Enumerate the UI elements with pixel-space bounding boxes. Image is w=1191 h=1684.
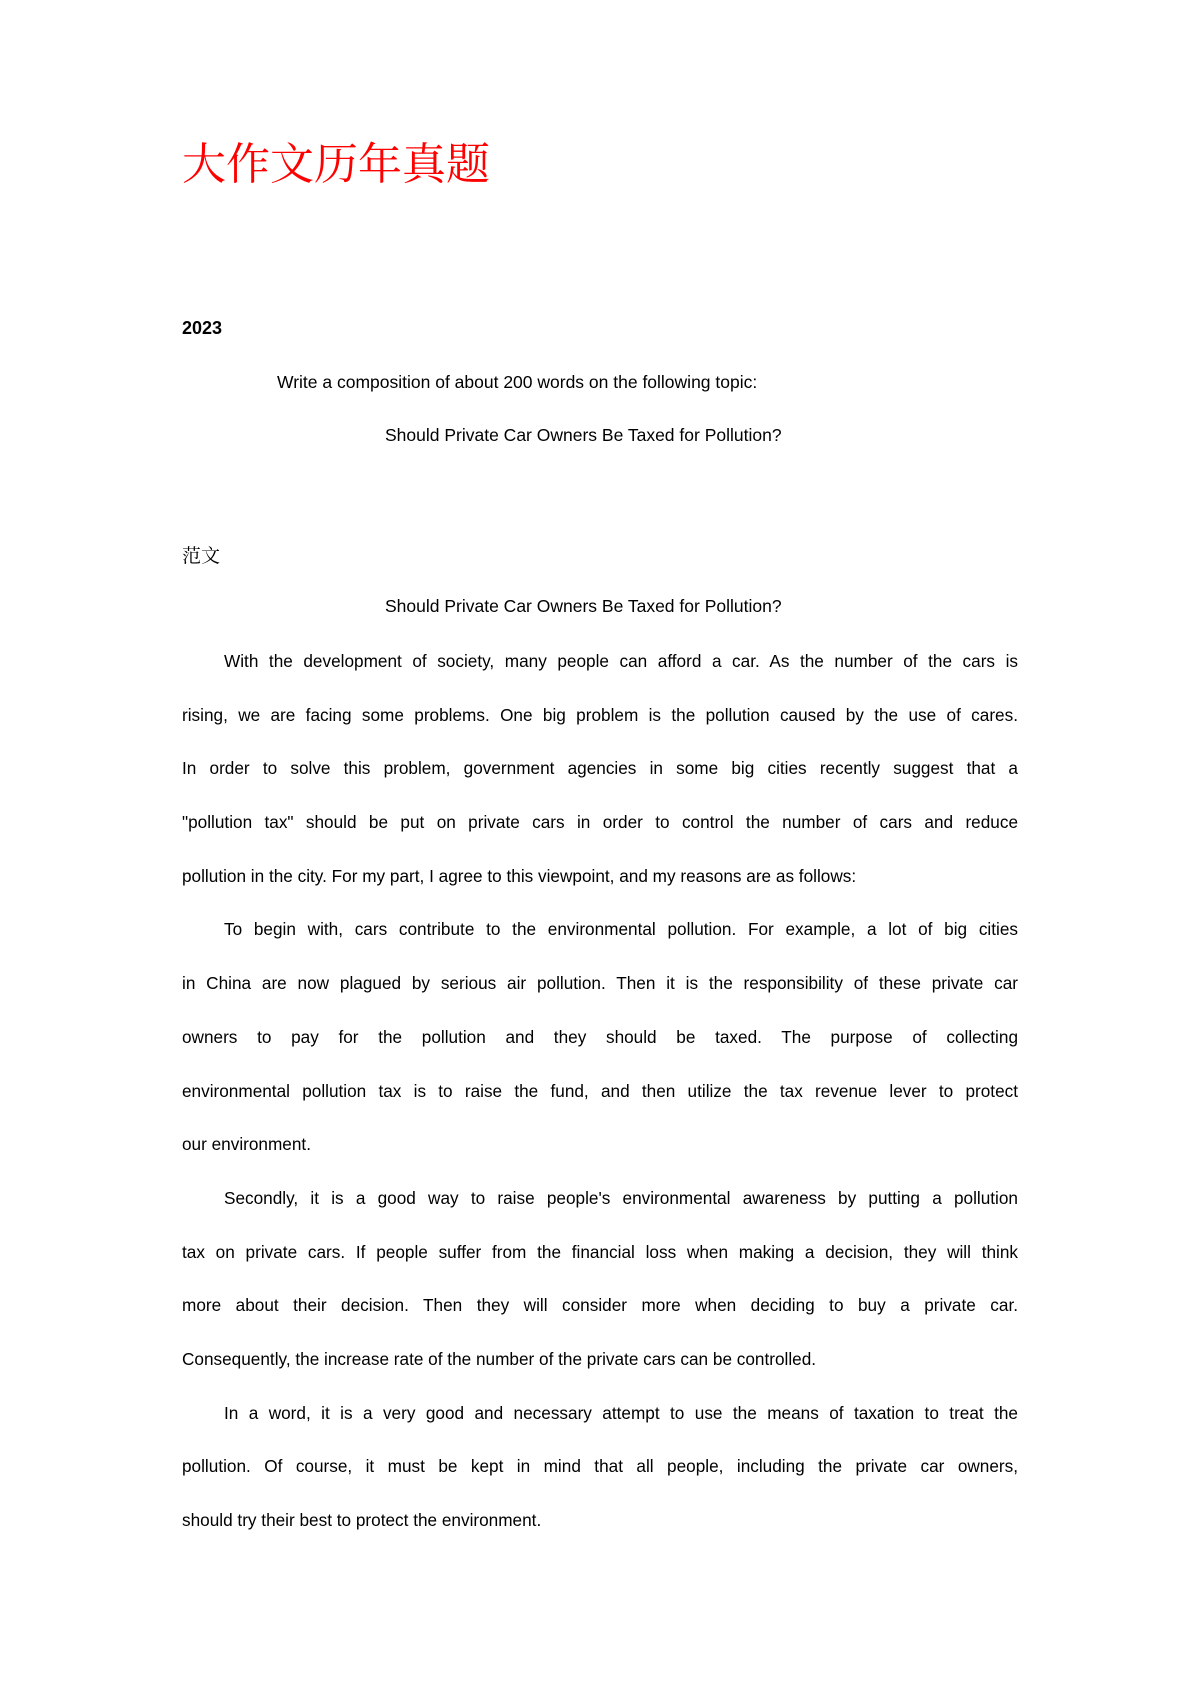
essay-line: With the development of society, many people can afford a car. As the number of the cars is [224, 651, 1018, 671]
essay-line: our environment. [182, 1134, 311, 1155]
essay-line: more about their decision. Then they will consider more when deciding to buy a private car. [182, 1295, 1018, 1316]
topic-text: Should Private Car Owners Be Taxed for Pollution? [385, 425, 782, 445]
essay-title: Should Private Car Owners Be Taxed for Pollution? [385, 596, 782, 616]
essay-line: Secondly, it is a good way to raise people's environmental awareness by putting a pollution [224, 1187, 1018, 1208]
essay-line: environmental pollution tax is to raise the fund, and then utilize the tax revenue lever to protect [182, 1080, 1018, 1101]
essay-paragraph [182, 1184, 1018, 1399]
essay-line: Consequently, the increase rate of the number of the private cars can be controlled. [182, 1348, 817, 1369]
essay-line: To begin with, cars contribute to the environmental pollution. For example, a lot of big cities [224, 919, 1018, 940]
essay-line: should try their best to protect the environment. [182, 1510, 542, 1530]
essay-line: rising, we are facing some problems. One big problem is the pollution caused by the use of cares. [182, 704, 1018, 725]
essay-line: pollution. Of course, it must be kept in mind that all people, including the private car owners, [182, 1456, 1018, 1477]
essay-paragraph [182, 915, 1018, 1183]
essay-paragraph [182, 1399, 1018, 1560]
essay-line: In a word, it is a very good and necessary attempt to use the means of taxation to treat the [224, 1402, 1018, 1423]
sample-essay-label: 范文 [182, 545, 221, 567]
essay-paragraph [182, 647, 1018, 915]
essay-body [182, 647, 1018, 1560]
document-title: 大作文历年真题 [182, 139, 490, 190]
prompt-text: Write a composition of about 200 words on the following topic: [277, 372, 758, 392]
essay-line: "pollution tax" should be put on private cars in order to control the number of cars and reduce [182, 812, 1018, 833]
essay-line: In order to solve this problem, government agencies in some big cities recently suggest that a [182, 758, 1018, 779]
essay-line: tax on private cars. If people suffer from the financial loss when making a decision, they will think [182, 1241, 1018, 1262]
year-heading: 2023 [182, 318, 223, 338]
essay-line: in China are now plagued by serious air pollution. Then it is the responsibility of these private car [182, 973, 1018, 994]
essay-line: owners to pay for the pollution and they should be taxed. The purpose of collecting [182, 1026, 1018, 1047]
essay-line: pollution in the city. For my part, I agree to this viewpoint, and my reasons are as follows: [182, 865, 857, 886]
